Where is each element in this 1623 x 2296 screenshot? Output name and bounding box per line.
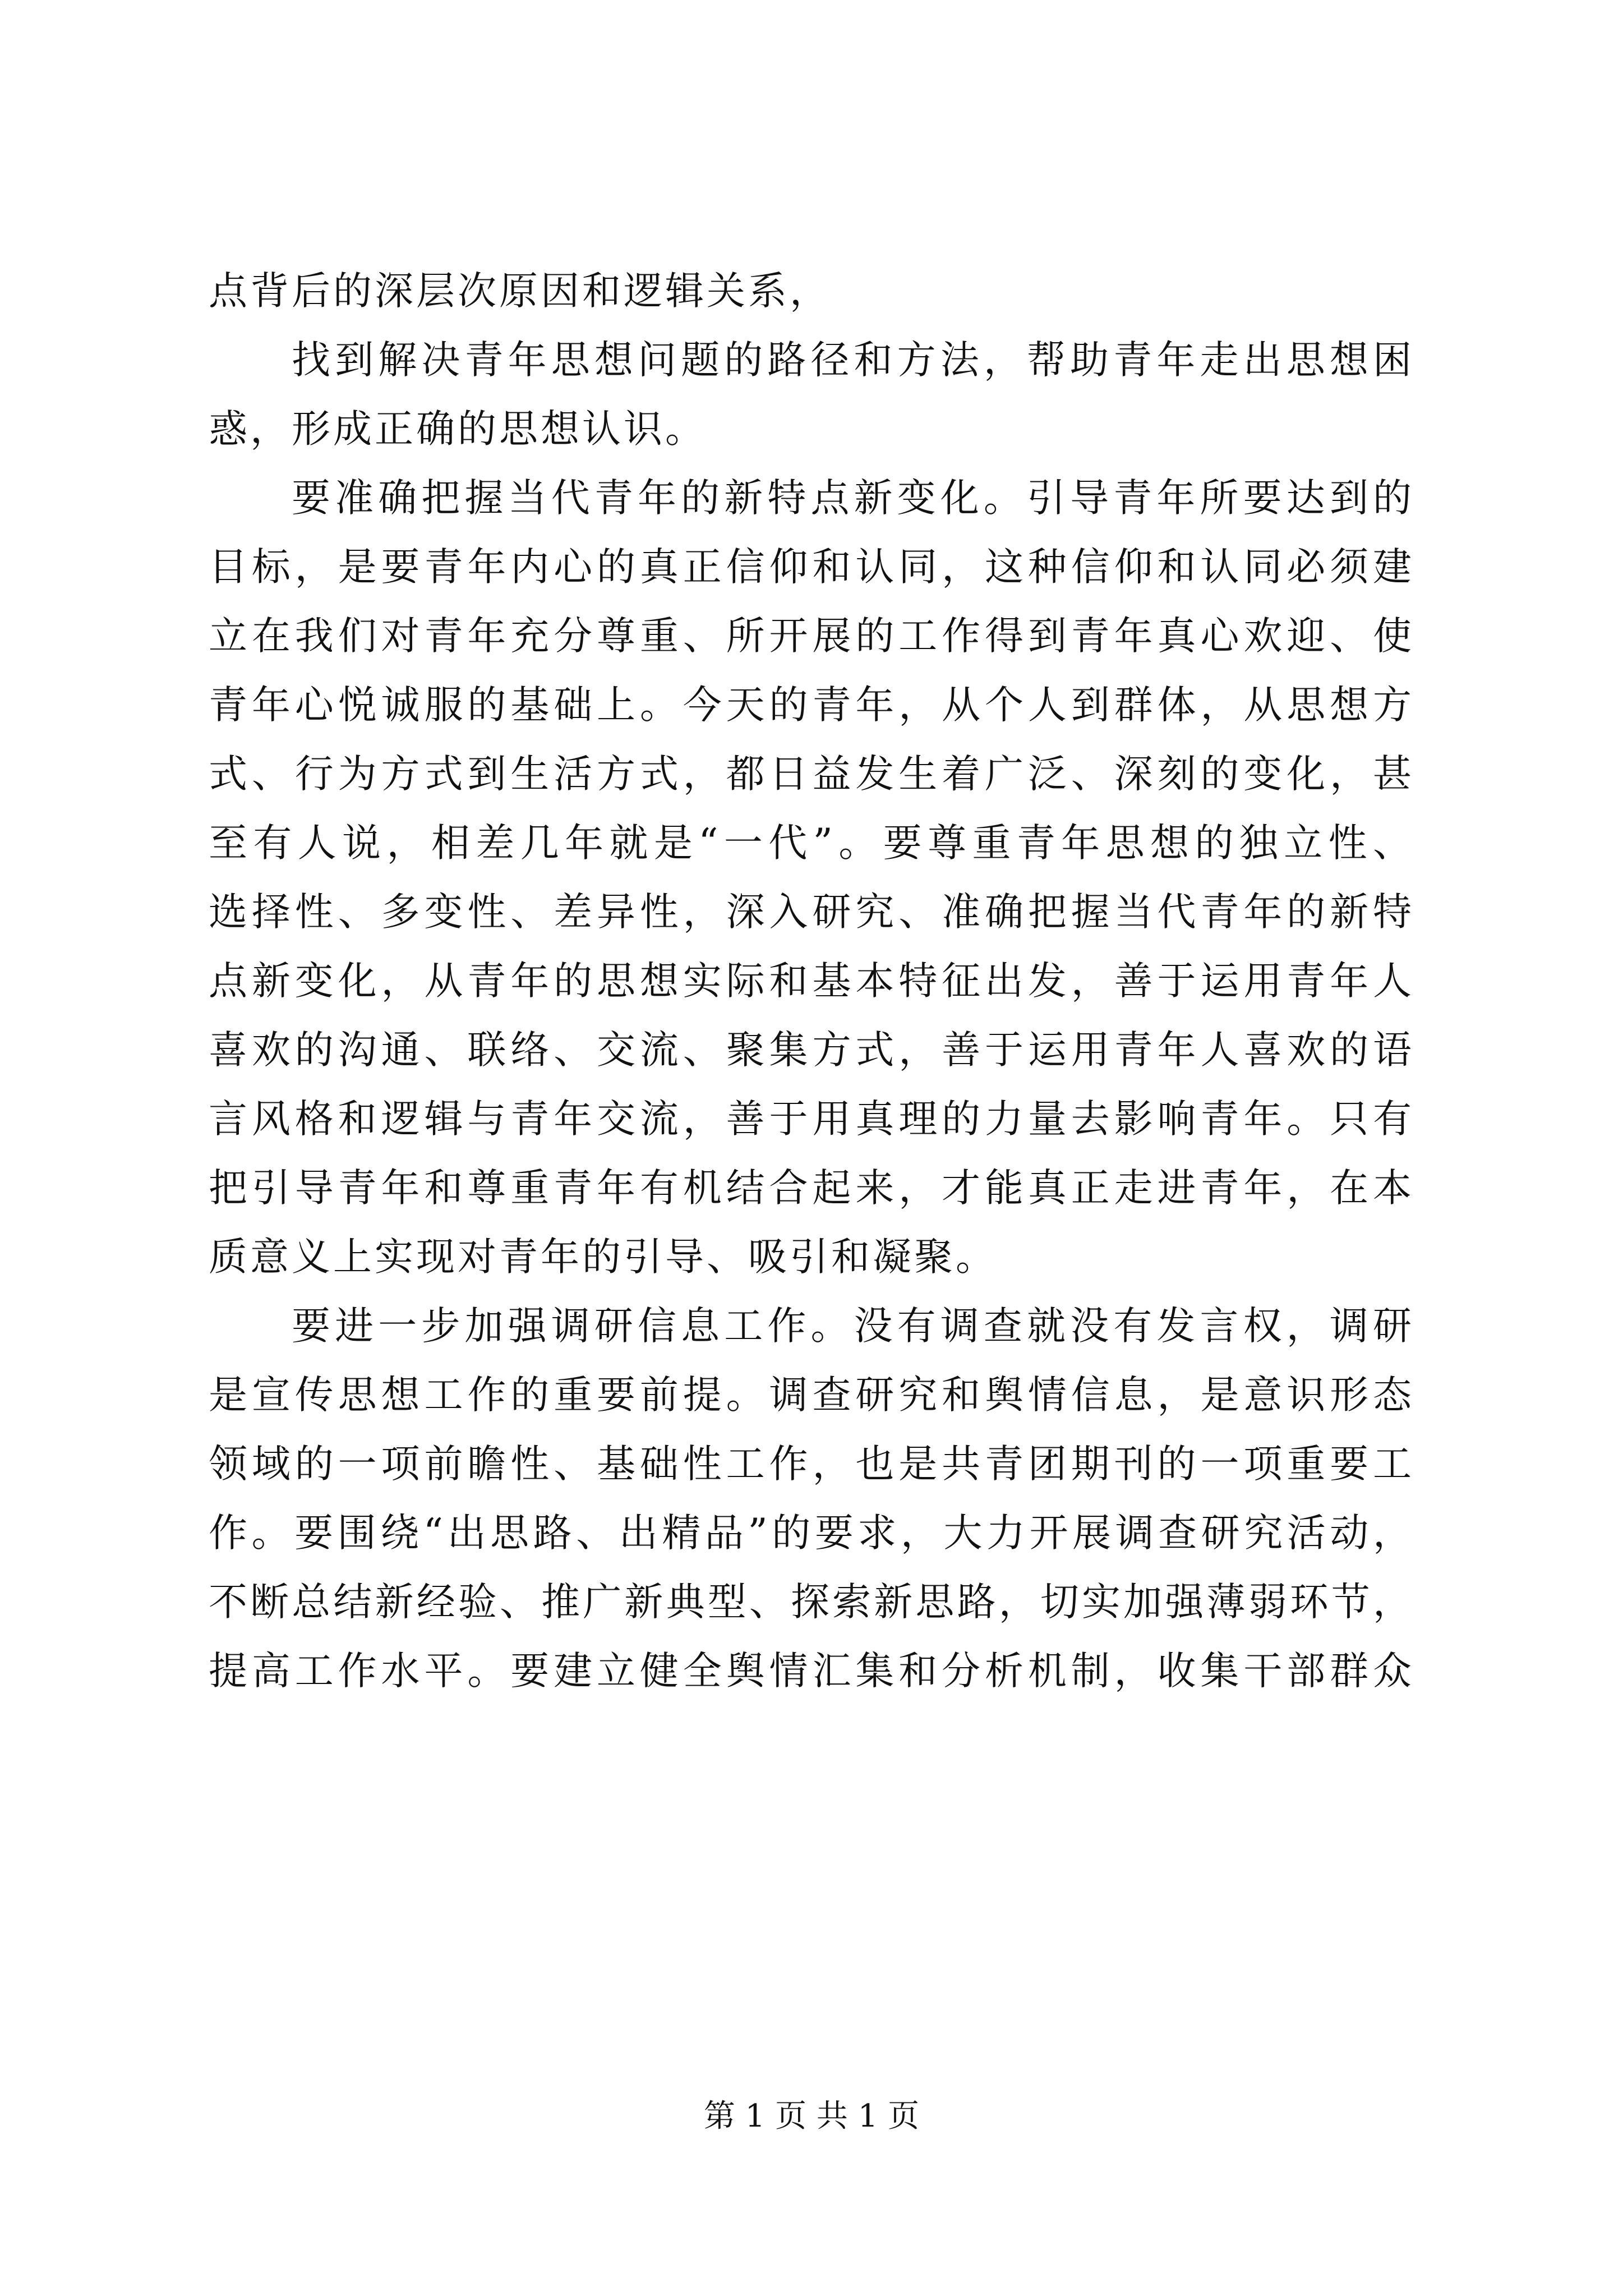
text-line: 点背后的深层次原因和逻辑关系， xyxy=(209,269,831,314)
text-line: 提高工作水平。要建立健全舆情汇集和分析机制，收集干部群众 xyxy=(209,1649,1414,1694)
page-footer: 第 1 页 共 1 页 xyxy=(703,2098,920,2134)
text-line: 把引导青年和尊重青年有机结合起来，才能真正走进青年，在本 xyxy=(209,1166,1414,1211)
text-line: 言风格和逻辑与青年交流，善于用真理的力量去影响青年。只有 xyxy=(209,1097,1414,1142)
text-line: 要准确把握当代青年的新特点新变化。引导青年所要达到的 xyxy=(292,476,1414,521)
text-line: 不断总结新经验、推广新典型、探索新思路，切实加强薄弱环节， xyxy=(209,1580,1414,1625)
text-line: 领域的一项前瞻性、基础性工作，也是共青团期刊的一项重要工 xyxy=(209,1442,1414,1487)
text-line: 点新变化，从青年的思想实际和基本特征出发，善于运用青年人 xyxy=(209,959,1414,1004)
text-line: 找到解决青年思想问题的路径和方法，帮助青年走出思想困 xyxy=(292,338,1414,383)
text-line: 至有人说，相差几年就是“一代”。要尊重青年思想的独立性、 xyxy=(209,821,1414,866)
text-line: 要进一步加强调研信息工作。没有调查就没有发言权，调研 xyxy=(292,1304,1414,1349)
text-line: 喜欢的沟通、联络、交流、聚集方式，善于运用青年人喜欢的语 xyxy=(209,1028,1414,1073)
text-line: 质意义上实现对青年的引导、吸引和凝聚。 xyxy=(209,1235,997,1280)
text-line: 青年心悦诚服的基础上。今天的青年，从个人到群体，从思想方 xyxy=(209,683,1414,728)
document-body xyxy=(209,257,1414,1706)
text-line: 立在我们对青年充分尊重、所开展的工作得到青年真心欢迎、使 xyxy=(209,614,1414,659)
text-line: 目标，是要青年内心的真正信仰和认同，这种信仰和认同必须建 xyxy=(209,545,1414,590)
text-line: 选择性、多变性、差异性，深入研究、准确把握当代青年的新特 xyxy=(209,890,1414,935)
text-line: 惑，形成正确的思想认识。 xyxy=(209,407,707,452)
text-line: 式、行为方式到生活方式，都日益发生着广泛、深刻的变化，甚 xyxy=(209,752,1414,797)
text-line: 是宣传思想工作的重要前提。调查研究和舆情信息，是意识形态 xyxy=(209,1373,1414,1418)
text-line: 作。要围绕“出思路、出精品”的要求，大力开展调查研究活动， xyxy=(209,1511,1414,1556)
